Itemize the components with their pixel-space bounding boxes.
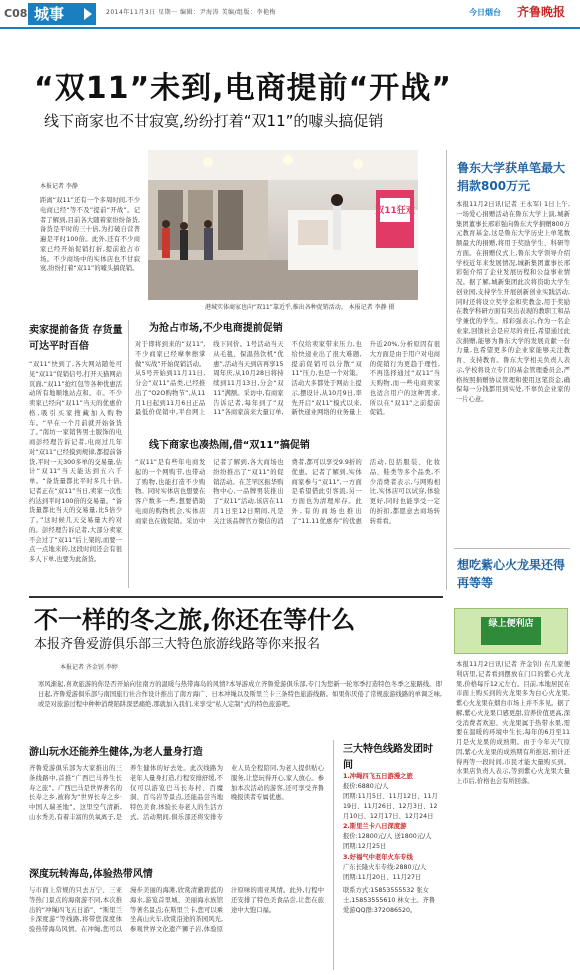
arrow-right-icon — [84, 8, 92, 20]
feature-intro: 寒风渐起,喜欢旅游的你是否开始向往南方的温暖与热带海岛的风情?本导游成立齐鲁爱游俱乐部,专门为您新一轮寒季打造特色冬季之旅路线。即日起,齐鲁爱游俱乐部与南国旅行社合作设计推出了南方海广、日本冲绳以及斯里兰卡三条特色旅游线路。如果你厌倦了常规旅游线路的单调乏味,或是对旅游过程中种种消费陷阱深恶痛绝,那就加入我们,来享受“私人定制”式的特色旅游吧。 — [38, 681, 442, 708]
page-code: C08 — [4, 7, 28, 20]
side-bottom-title: 想吃紫心火龙果还得再等等 — [457, 558, 566, 590]
lead-intro: 距离“双11”还有一个多周时间,不少电商已经“等不及”提前“开战”。记者了解到,目前各大随着家纷纷备货,备货是平时的三十倍,为打破自营普遍是平时100倍。此外,还有不少商家已经开始促销打折,提前抢占市场。不少商场中的实体店也不甘寂寞,纷纷打着“双11”的噱头搞促销。 — [40, 197, 140, 273]
feature-heading-2: 深度玩转海岛,体验热带风情 — [29, 869, 153, 880]
route-name: 1.冲绳四飞五日游漫之旅 — [343, 773, 413, 780]
route-name: 3.好福气中老年火车专线 — [343, 853, 413, 861]
route-price: 报价:6880元/人 — [343, 783, 389, 791]
feature-subheadline: 本报齐鲁爱游俱乐部三大特色旅游线路等你来报名 — [34, 637, 321, 652]
side-divider — [454, 548, 570, 549]
route-name: 2.斯里兰卡八日深度游 — [343, 823, 407, 831]
photo-sign-text: 双11狂欢 — [375, 206, 415, 216]
column-rule — [333, 740, 334, 970]
section-heading-3: 线下商家也凑热闹,借“双11”搞促销 — [149, 440, 310, 451]
lead-byline: 本报记者 李静 — [40, 183, 78, 190]
route-price: 广东长隆火车专线:2880元/人 — [343, 863, 427, 871]
column-rule — [128, 320, 129, 588]
feature-heading-1: 游山玩水还能养生健体,为老人量身打造 — [29, 747, 203, 758]
section-heading-1: 卖家提前备货 存货量可达平时百倍 — [29, 325, 123, 352]
feature-body-1: 齐鲁爱游俱乐部为大家推出的三条线路中,首推“广西巴马养生长寿之旅”。广西巴马是世界著名的长寿之乡,被称为“世界长寿之乡·中国人瑞圣地”。这里空气清新,山水秀美,有着丰富的负氧离子,是养生健体的好去处。此次线路为老年人量身打造,行程安排舒缓,不仅可以游览巴马长寿村、百魔洞、百鸟岩等景点,还能品尝当地特色美食,体验长寿老人的生活方式。活动期间,俱乐部还将安排专业人员全程陪同,为老人提供贴心服务,让您玩得开心,家人放心。参加本次活动的游客,还可享受齐鲁晚报读者专属优惠。 — [29, 765, 324, 821]
side-top-body: 本报11月2日讯(记者 王永军) 1日上午,一场爱心捐赠活动在鲁东大学上演,城新集团董事长邢彩强向鲁东大学捐赠800万元教育基金,这是鲁东大学历史上单笔数额最大的捐赠,将用于奖励学生、科研等方面。在捐赠仪式上,鲁东大学领导介绍学校近年来发展情况,城新集团董事长邢彩强介绍了企业发展历程和公益事业情况。据了解,城新集团此次将资助大学生创业园,支持学生开展创新创业实践活动,同时还将设立奖学金和奖教金,用于奖励在教学科研方面有突出表现的教职工和品学兼优的学生。邢彩强表示,作为一名企业家,回馈社会是应尽的责任,希望通过此次捐赠,能够为鲁东大学的发展贡献一份力量,也希望更多的企业家能够关注教育、支持教育。鲁东大学相关负责人表示,学校将设立专门的基金管理委员会,严格按照捐赠协议管理和使用这笔资金,确保每一分钱都用到实处,不辜负企业家的一片心意。 — [456, 201, 570, 403]
issue-meta: 2014年11月3日 星期一 编辑：尹海涛 美编/组版：李艳梅 — [106, 9, 276, 16]
shopping-mall-illustration — [148, 150, 418, 300]
side-bottom-body: 本报11月2日讯(记者 齐金钊) 在几家便利店里,记者看到摆放在门口的紫心火龙果,价格每斤12元左右。目前,本地居民在市面上购买到的火龙果多为白心火龙果,紫心火龙果在烟台市场上并不多见。据了解,紫心火龙果口感更甜,营养价值更高,深受消费者欢迎。火龙果属于热带水果,需要在温暖的环境中生长,每年的6月至11月是火龙果的成熟期。由于今年天气原因,紫心火龙果的成熟期有所推迟,预计还得再等一段时间,市民才能大量购买到。水果店负责人表示,等到紫心火龙果大量上市后,价格也会有所回落。 — [456, 661, 570, 785]
section-body-1: “双11”快到了,各大网站随处可见“双11”促销信号,打开天猫网站页面,“双11”抢红包等各种优惠活动所有地顺地站点和。市。不少卖家已经向“双11”当天的优惠价格,吸引买家搜藏加入购物车。“早在一个月前就开始备货了。”南坊一家销售男士服饰的电商彭经理告诉记者,电商过几年对“双11”已经摸到规律,都提前备货,平时一天300多单的交易量,估计“双11”当天能达到五六千单。“备货量都比平时多几十倍,记者正在“双11”当日,卖家一次性约达到平时100倍的交易量。“备货量都比当天的交易量,比5倍少了。”这时候几天交易量大约对的。彭经理告诉记者,大部分卖家不会过了“双11”后上架的,而要一点一点地来的,这段时间还会有很多人下单,也要为此备货。 — [29, 361, 122, 563]
routes-title: 三大特色线路发团时间 — [343, 744, 433, 771]
lead-subheadline: 线下商家也不甘寂寞,纷纷打着“双11”的噱头搞促销 — [44, 112, 384, 130]
paper-logo: 齐鲁晚报 — [517, 5, 566, 19]
lead-photo — [148, 150, 418, 300]
column-rule — [446, 150, 447, 590]
route-dates: 团期:11月20日、11月27日 — [343, 873, 422, 881]
feature-rule — [29, 596, 443, 598]
edition-name: 今日烟台 — [469, 8, 501, 17]
feature-byline: 本报记者 齐金钊 李婷 — [60, 664, 118, 671]
contact-info: 联系方式:15853555532 张女士,15853555610 林女士。齐鲁爱游QQ群:372086520。 — [343, 886, 436, 914]
routes-list — [343, 772, 441, 972]
feature-headline: 不一样的冬之旅,你还在等什么 — [34, 606, 356, 634]
route-price: 报价:12800元/人 送1800元/人 — [343, 833, 432, 841]
route-dates: 团期:12月25日 — [343, 843, 387, 851]
feature-body-2: 与市面上常规的只去万宁、三亚等热门景点的海南游不同,本次推出的“冲绳四飞五日游”、“斯里兰卡深度游”等线路,将带您深度体验热带海岛风情。在冲绳,您可以漫步美丽的海滩,欣赏清澈碧蓝的海水,游览首里城、美丽海水族馆等著名景点;在斯里兰卡,您可以乘坐高山火车,欣赏沿途的茶园风光,参观世界文化遗产狮子岩,体验原汁原味的南亚风情。此外,行程中还安排了特色美食品尝,让您在旅途中大饱口福。 — [29, 887, 324, 933]
store-sign-text: 绿上便利店 — [481, 617, 541, 645]
photo-caption: 港城实体商家也向“双11”靠近乎,推出各种促销活动。 本报记者 李静 摄 — [205, 304, 395, 311]
route-dates: 团期:11月5日、11月12日、11月19日、11月26日、12月3日、12月10日、12月17日、12月24日 — [343, 793, 438, 821]
store-sign-photo — [454, 608, 568, 654]
lead-headline: “双11”未到,电商提前“开战” — [34, 71, 453, 106]
side-top-title: 鲁东大学获单笔最大捐款800万元 — [457, 161, 566, 193]
section-name: 城事 — [34, 5, 65, 23]
section-body-2: 对于即将到来的“双11”,不少商家已经摩拳擦掌做“实战”开始促销活动。从5号开始到11月11日,分会“双11”品类,已经推出了“O2O购物节”,从11月1日起到11月6日正品最低价促销中,平台网上线下同价。1号活动当天从毛毯、保温热饮机“优惠”,活动当天到店再享15周年庆,从10月28日将持续到11月13日,分会“双11”满额。采访中,有商家告诉记者,每年到了“双11”各商家前来大量订单,不仅给卖家带来压力,也给快递业出了很大难题,提前促销可以分散“双11”压力,也是一个对策。活动大多都处于网站上提示,摆设计,从10月9日,率先开启“双11”模式以来,新快递业网络的业务量上升近20%,分析原因有很大方面是由于用户对电商的促销行为更趋于理性,不再选择通过“双11”当天购物,而一些电商卖家也适合用户的这种需求,所以在“双11”之前提前促销。 — [135, 341, 440, 417]
header-rule — [0, 27, 580, 29]
section-body-3: “双11”是有些年电商发起的一个网购节,也带动了购物,也能打造不少购物。同时实体店也想要在客户数多一些,想要借助电商的购物机会,实体店商家也在做促销。采访中记者了解到,各大商场也纷纷推出了“双11”的促销活动。在芝罘区振华购物中心,一品牌男装推出了“双11”活动,该店在11月1日至12日期间,凡是关注该品牌官方微信的消费者,都可以享受9.9折的优惠。记者了解到,实体商家参与“双11”,一方面是希望借此引客流,另一方面也为清理库存。此外,有的商场也推出了“11.11优惠券”的优惠活动,包括服装、化妆品、鞋类等多个品类,不少消费者表示,与网购相比,实体店可以试穿,体验更好,同时也能享受一定的折扣,都愿意去商场转转看看。 — [135, 459, 440, 525]
section-heading-2: 为抢占市场,不少电商提前促销 — [149, 323, 283, 334]
section-tag — [28, 3, 96, 25]
